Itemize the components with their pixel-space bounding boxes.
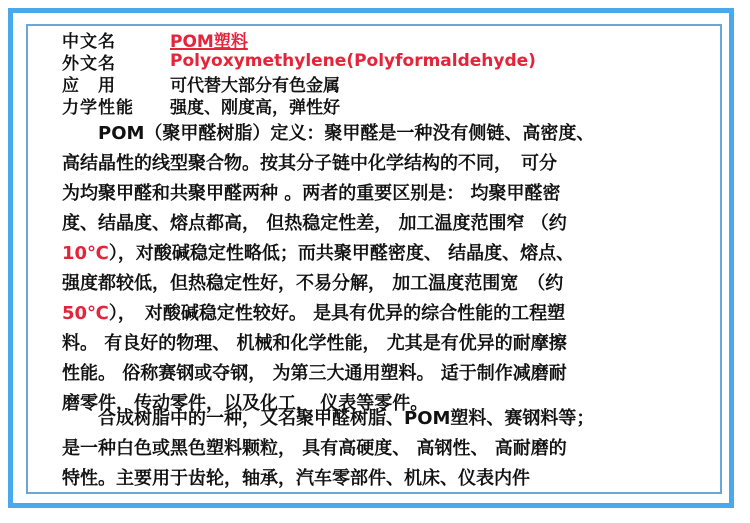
info-value: POM塑料 bbox=[170, 31, 248, 52]
paragraph-text: ），对酸碱稳定性略低；而共聚甲醛密度、 结晶度、熔点、 bbox=[108, 243, 575, 264]
definition-paragraph bbox=[62, 119, 714, 419]
info-row-name-cn bbox=[62, 28, 722, 50]
paragraph-line: 料。 有良好的物理、 机械和化学性能， 尤其是有优异的耐摩擦 bbox=[62, 333, 567, 354]
paragraph-line bbox=[62, 239, 714, 269]
paragraph-line: 合成树脂中的一种，又名聚甲醛树脂、POM塑料、赛钢料等； bbox=[62, 408, 595, 429]
paragraph-line: 特性。主要用于齿轮，轴承，汽车零部件、机床、仪表内件 bbox=[62, 468, 530, 489]
paragraph-line: 性能。 俗称赛钢或夺钢， 为第三大通用塑料。 适于制作减磨耐 bbox=[62, 363, 567, 384]
synthesis-paragraph bbox=[62, 404, 714, 494]
info-row-mechanical bbox=[62, 94, 722, 116]
paragraph-text: ）， 对酸碱稳定性较好。 是具有优异的综合性能的工程塑 bbox=[108, 303, 566, 324]
info-value: 强度、刚度高，弹性好 bbox=[170, 97, 340, 118]
paragraph-line: POM（聚甲醛树脂）定义：聚甲醛是一种没有侧链、高密度、 bbox=[62, 123, 595, 144]
paragraph-line: 为均聚甲醛和共聚甲醛两种 。两者的重要区别是： 均聚甲醛密 bbox=[62, 183, 561, 204]
paragraph-line: 强度都较低，但热稳定性好，不易分解， 加工温度范围宽 （约 bbox=[62, 273, 564, 294]
info-label: 中文名 bbox=[62, 31, 116, 52]
paragraph-line: 度、结晶度、熔点都高， 但热稳定性差， 加工温度范围窄 （约 bbox=[62, 213, 567, 234]
temperature-value: 10℃ bbox=[62, 243, 109, 264]
paragraph-line bbox=[62, 299, 714, 329]
paragraph-line: 高结晶性的线型聚合物。按其分子链中化学结构的不同， 可分 bbox=[62, 153, 557, 174]
info-label: 外文名 bbox=[62, 53, 116, 74]
info-label: 力学性能 bbox=[62, 97, 134, 118]
info-value: 可代替大部分有色金属 bbox=[170, 75, 340, 96]
info-row-name-en bbox=[62, 50, 722, 72]
info-label: 应 用 bbox=[62, 75, 116, 96]
info-block bbox=[62, 28, 722, 116]
info-row-application bbox=[62, 72, 722, 94]
paragraph-line: 磨零件，传动零件，以及化工， 仪表等零件。 bbox=[62, 393, 429, 414]
info-value: Polyoxymethylene(Polyformaldehyde) bbox=[170, 51, 536, 71]
paragraph-line: 是一种白色或黑色塑料颗粒， 具有高硬度、 高钢性、 高耐磨的 bbox=[62, 438, 567, 459]
temperature-value: 50℃ bbox=[62, 303, 109, 324]
